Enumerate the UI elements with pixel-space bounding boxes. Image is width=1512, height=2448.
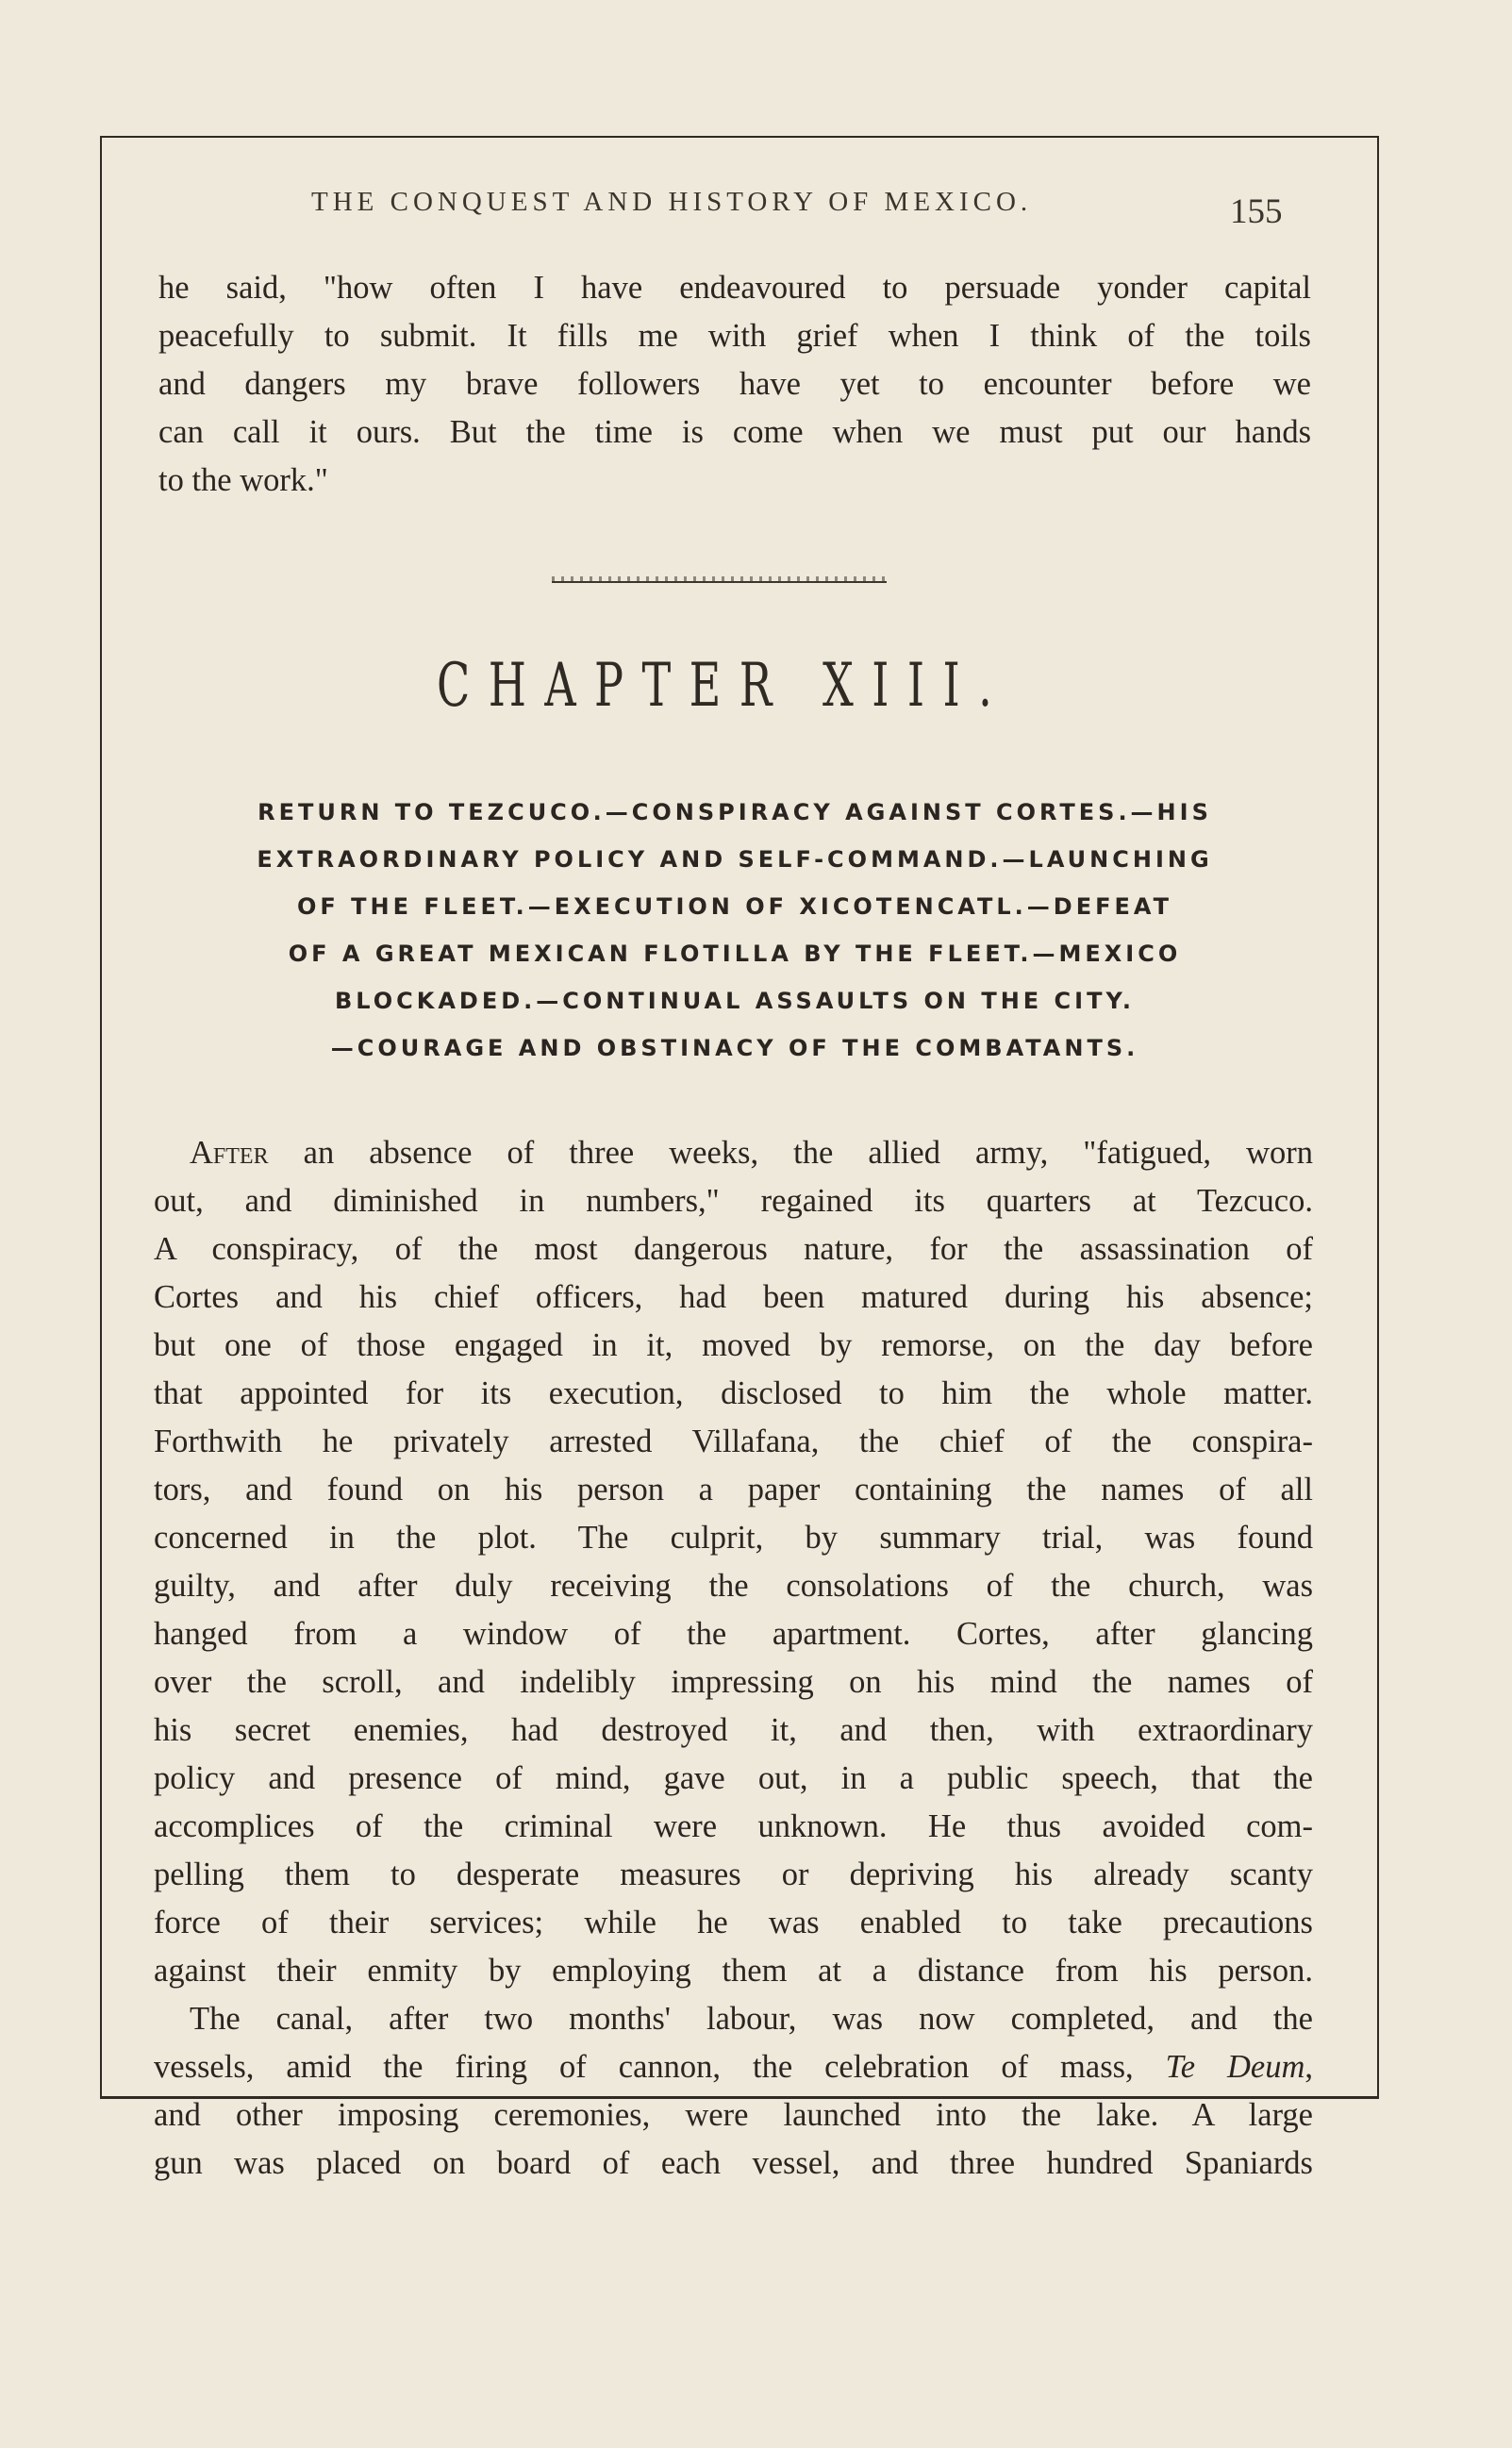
text-line: can call it ours. But the time is come when we must put our hands <box>158 414 1311 450</box>
text-segment: , <box>1304 2049 1313 2085</box>
synopsis-line: BLOCKADED.—CONTINUAL ASSAULTS ON THE CITY. <box>335 988 1135 1014</box>
italic-phrase: Te Deum <box>1165 2049 1305 2085</box>
text-line: peacefully to submit. It fills me with grief when I think of the toils <box>158 318 1311 354</box>
text-line: he said, "how often I have endeavoured to persuade yonder capital <box>158 270 1311 306</box>
intro-paragraph <box>158 264 1311 505</box>
text-line: and other imposing ceremonies, were launched into the lake. A large <box>154 2097 1313 2133</box>
text-line: A conspiracy, of the most dangerous nature, for the assassination of <box>154 1231 1313 1267</box>
text-line <box>154 2043 1313 2091</box>
chapter-title: CHAPTER XIII. <box>437 651 1011 721</box>
text-line: Cortes and his chief officers, had been matured during his absence; <box>154 1279 1313 1315</box>
text-line: Forthwith he privately arrested Villafana, the chief of the conspira- <box>154 1424 1313 1459</box>
text-line: to the work." <box>158 462 328 498</box>
text-segment: vessels, amid the firing of cannon, the celebration of mass, <box>154 2049 1166 2085</box>
text-line: his secret enemies, had destroyed it, and then, with extraordinary <box>154 1712 1313 1748</box>
chapter-synopsis <box>156 789 1314 1072</box>
text-line-rest: an absence of three weeks, the allied army, "fatigued, worn <box>268 1135 1313 1171</box>
text-line: accomplices of the criminal were unknown. He thus avoided com- <box>154 1808 1313 1844</box>
text-line: that appointed for its execution, disclosed to him the whole matter. <box>154 1375 1313 1411</box>
main-text <box>154 1129 1313 2188</box>
text-line <box>154 1129 1313 1177</box>
text-line: force of their services; while he was enabled to take precautions <box>154 1905 1313 1940</box>
synopsis-line: OF A GREAT MEXICAN FLOTILLA BY THE FLEET.—MEXICO <box>288 941 1182 967</box>
decorative-rule <box>552 581 887 583</box>
synopsis-line: —COURAGE AND OBSTINACY OF THE COMBATANTS. <box>330 1035 1139 1061</box>
text-line: over the scroll, and indelibly impressing on his mind the names of <box>154 1664 1313 1700</box>
text-line: and dangers my brave followers have yet to encounter before we <box>158 366 1311 402</box>
synopsis-line: OF THE FLEET.—EXECUTION OF XICOTENCATL.—DEFEAT <box>297 893 1172 920</box>
text-line: concerned in the plot. The culprit, by summary trial, was found <box>154 1520 1313 1556</box>
synopsis-line: EXTRAORDINARY POLICY AND SELF-COMMAND.—LAUNCHING <box>257 846 1213 873</box>
text-line: policy and presence of mind, gave out, in a public speech, that the <box>154 1760 1313 1796</box>
text-line: but one of those engaged in it, moved by remorse, on the day before <box>154 1327 1313 1363</box>
text-line: guilty, and after duly receiving the consolations of the church, was <box>154 1568 1313 1604</box>
drop-word: After <box>190 1135 269 1171</box>
text-line: hanged from a window of the apartment. Cortes, after glancing <box>154 1616 1313 1652</box>
text-line: out, and diminished in numbers," regained its quarters at Tezcuco. <box>154 1183 1313 1219</box>
running-head-title: THE CONQUEST AND HISTORY OF MEXICO. <box>311 187 1033 217</box>
text-line: against their enmity by employing them at a distance from his person. <box>154 1953 1313 1989</box>
text-line: gun was placed on board of each vessel, and three hundred Spaniards <box>154 2145 1313 2181</box>
text-line: tors, and found on his person a paper containing the names of all <box>154 1472 1313 1507</box>
page-number: 155 <box>1230 192 1283 231</box>
text-line: pelling them to desperate measures or depriving his already scanty <box>154 1857 1313 1892</box>
text-line: The canal, after two months' labour, was now completed, and the <box>190 2001 1313 2037</box>
synopsis-line: RETURN TO TEZCUCO.—CONSPIRACY AGAINST CORTES.—HIS <box>258 799 1212 825</box>
